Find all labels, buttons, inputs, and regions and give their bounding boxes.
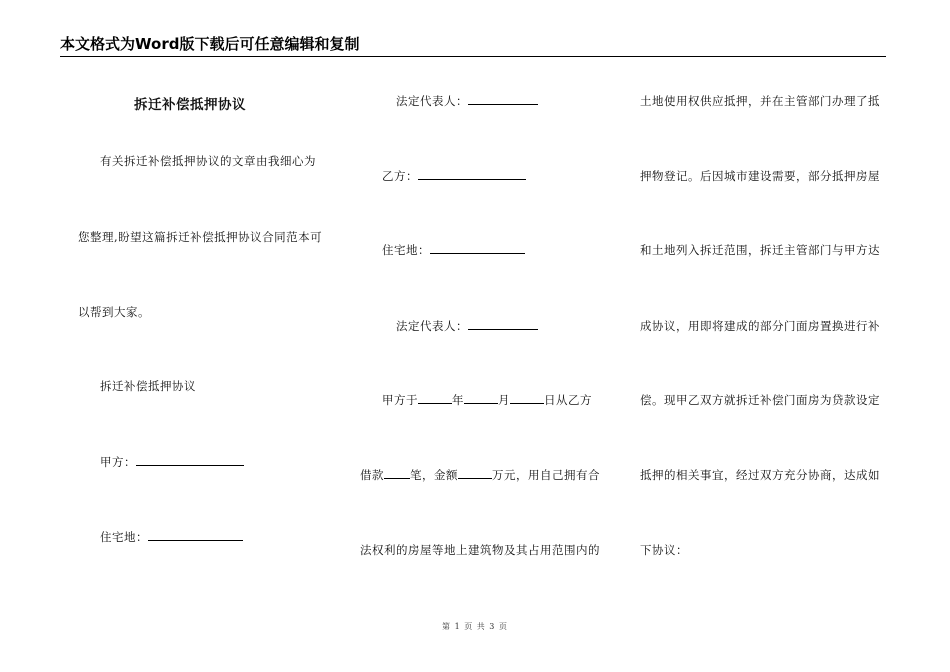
document-title: 拆迁补偿抵押协议 <box>134 97 246 113</box>
day-suffix: 日从乙方 <box>544 393 592 407</box>
loan-count-blank <box>384 468 410 479</box>
day-blank <box>510 393 544 404</box>
document-header: 本文格式为Word版下载后可任意编辑和复制 <box>60 33 886 57</box>
party-a-rep-label: 法定代表人： <box>396 94 468 108</box>
col3-line-3: 和土地列入拆迁范围，拆迁主管部门与甲方达 <box>640 243 880 257</box>
party-a-label: 甲方： <box>100 455 136 469</box>
amount-blank <box>458 468 492 479</box>
property-line: 法权利的房屋等地上建筑物及其占用范围内的 <box>360 543 600 557</box>
party-b-address-blank <box>430 243 525 254</box>
amount-suffix: 万元，用自己拥有合 <box>492 468 600 482</box>
intro-line-1: 有关拆迁补偿抵押协议的文章由我细心为 <box>100 154 316 168</box>
year-label: 年 <box>452 393 464 407</box>
col3-line-7: 下协议： <box>640 543 688 557</box>
col3-line-1: 土地使用权供应抵押，并在主管部门办理了抵 <box>640 94 880 108</box>
loan-prefix: 借款 <box>360 468 384 482</box>
party-a-rep-line <box>396 93 538 109</box>
loan-amount-line <box>360 467 600 483</box>
month-blank <box>464 393 498 404</box>
party-b-rep-line <box>396 318 538 334</box>
party-b-rep-blank <box>468 319 538 330</box>
col3-line-4: 成协议，用即将建成的部分门面房置换进行补 <box>640 319 880 333</box>
party-b-address-line <box>382 242 525 258</box>
intro-line-3: 以帮到大家。 <box>78 305 150 319</box>
col3-line-2: 押物登记。后因城市建设需要，部分抵押房屋 <box>640 169 880 183</box>
col3-line-6: 抵押的相关事宜，经过双方充分协商，达成如 <box>640 468 880 482</box>
party-b-rep-label: 法定代表人： <box>396 319 468 333</box>
section-title: 拆迁补偿抵押协议 <box>100 379 196 393</box>
party-b-label: 乙方： <box>382 169 418 183</box>
party-a-address-blank <box>148 530 243 541</box>
loan-date-prefix: 甲方于 <box>382 393 418 407</box>
amount-label: 笔，金额 <box>410 468 458 482</box>
col3-line-5: 偿。现甲乙双方就拆迁补偿门面房为贷款设定 <box>640 393 880 407</box>
party-a-line <box>100 454 244 470</box>
party-a-address-line <box>100 529 243 545</box>
month-label: 月 <box>498 393 510 407</box>
intro-line-2: 您整理,盼望这篇拆迁补偿抵押协议合同范本可 <box>78 230 323 244</box>
party-a-address-label: 住宅地： <box>100 530 148 544</box>
page-number: 第 1 页 共 3 页 <box>442 622 508 631</box>
party-a-blank <box>136 455 244 466</box>
party-b-line <box>382 168 526 184</box>
party-a-rep-blank <box>468 94 538 105</box>
party-b-address-label: 住宅地： <box>382 243 430 257</box>
loan-date-line <box>382 392 592 408</box>
party-b-blank <box>418 169 526 180</box>
year-blank <box>418 393 452 404</box>
